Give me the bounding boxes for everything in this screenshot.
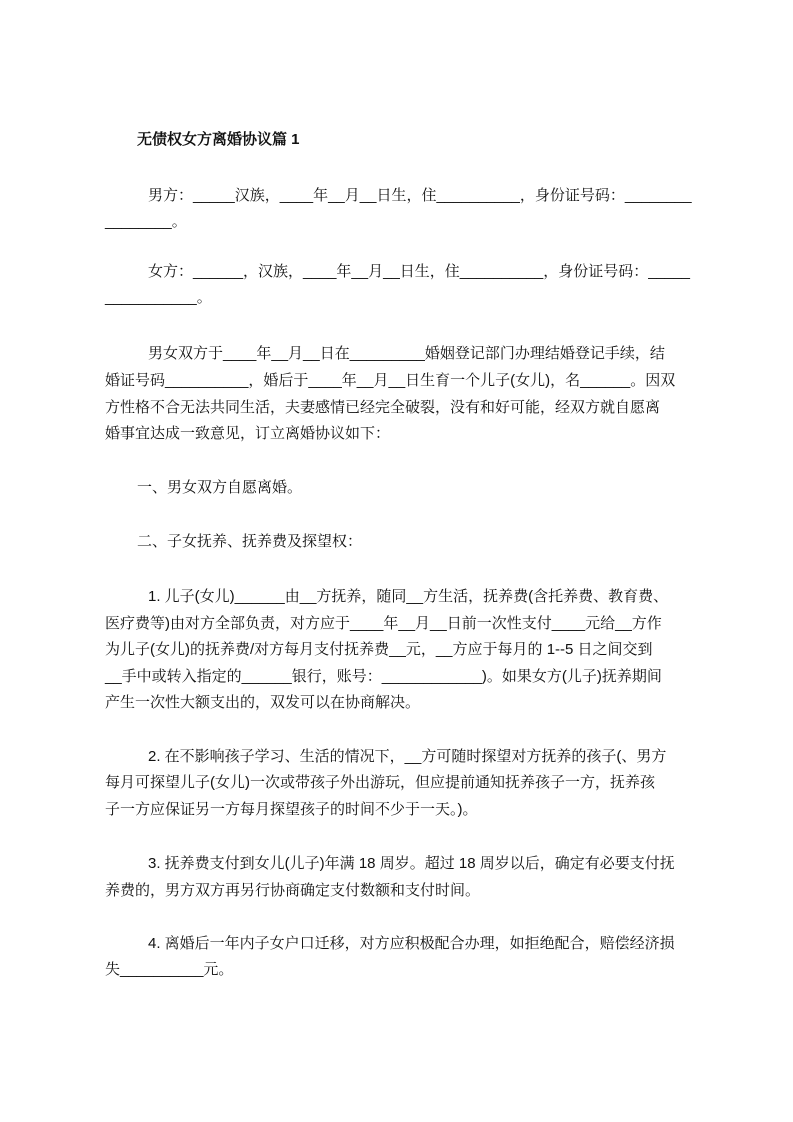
text-line: 方性格不合无法共同生活，夫妻感情已经完全破裂，没有和好可能，经双方就自愿离 xyxy=(105,399,661,416)
text-line: 4. 离婚后一年内子女户口迁移，对方应积极配合办理，如拒绝配合，赔偿经济损 xyxy=(148,935,675,952)
text-line: 子一方应保证另一方每月探望孩子的时间不少于一天。)。 xyxy=(105,801,478,818)
text-line: 3. 抚养费支付到女儿(儿子)年满 18 周岁。超过 18 周岁以后，确定有必要支付抚 xyxy=(148,855,675,872)
document-title: 无债权女方离婚协议篇 1 xyxy=(137,131,300,148)
text-line: 养费的，男方双方再另行协商确定支付数额和支付时间。 xyxy=(105,882,481,899)
text-line: 为儿子(女儿)的抚养费/对方每月支付抚养费__元，__方应于每月的 1--5 日之间交到 xyxy=(105,641,653,658)
text-line: ________。 xyxy=(105,213,187,230)
clause-heading-2: 二、子女抚养、抚养费及探望权： xyxy=(137,533,363,550)
text-line: 每月可探望儿子(女儿)一次或带孩子外出游玩，但应提前通知抚养孩子一方，抚养孩 xyxy=(105,774,655,791)
text-line: 失__________元。 xyxy=(105,961,234,978)
text-line: __手中或转入指定的______银行，账号：____________)。如果女方(儿子)抚养期间 xyxy=(105,668,662,685)
text-line: 男女双方于____年__月__日在_________婚姻登记部门办理结婚登记手续，结 xyxy=(148,345,665,362)
text-line: 婚证号码__________，婚后于____年__月__日生育一个儿子(女儿)，名______。因双 xyxy=(105,372,676,389)
text-line: 男方：_____汉族，____年__月__日生，住__________，身份证号码：________ xyxy=(148,187,692,204)
text-line: 产生一次性大额支出的，双发可以在协商解决。 xyxy=(105,694,421,711)
text-line: ___________。 xyxy=(105,289,212,306)
clause-heading-1: 一、男女双方自愿离婚。 xyxy=(137,479,303,496)
text-line: 医疗费等)由对方全部负责，对方应于____年__月__日前一次性支付____元给__方作 xyxy=(105,615,662,632)
text-line: 1. 儿子(女儿)______由__方抚养，随同__方生活，抚养费(含托养费、教育费、 xyxy=(148,588,669,605)
text-line: 女方：______，汉族，____年__月__日生，住__________，身份证号码：_____ xyxy=(148,263,690,280)
text-line: 2. 在不影响孩子学习、生活的情况下，__方可随时探望对方抚养的孩子(、男方 xyxy=(148,748,667,765)
text-line: 婚事宜达成一致意见，订立离婚协议如下： xyxy=(105,425,391,442)
